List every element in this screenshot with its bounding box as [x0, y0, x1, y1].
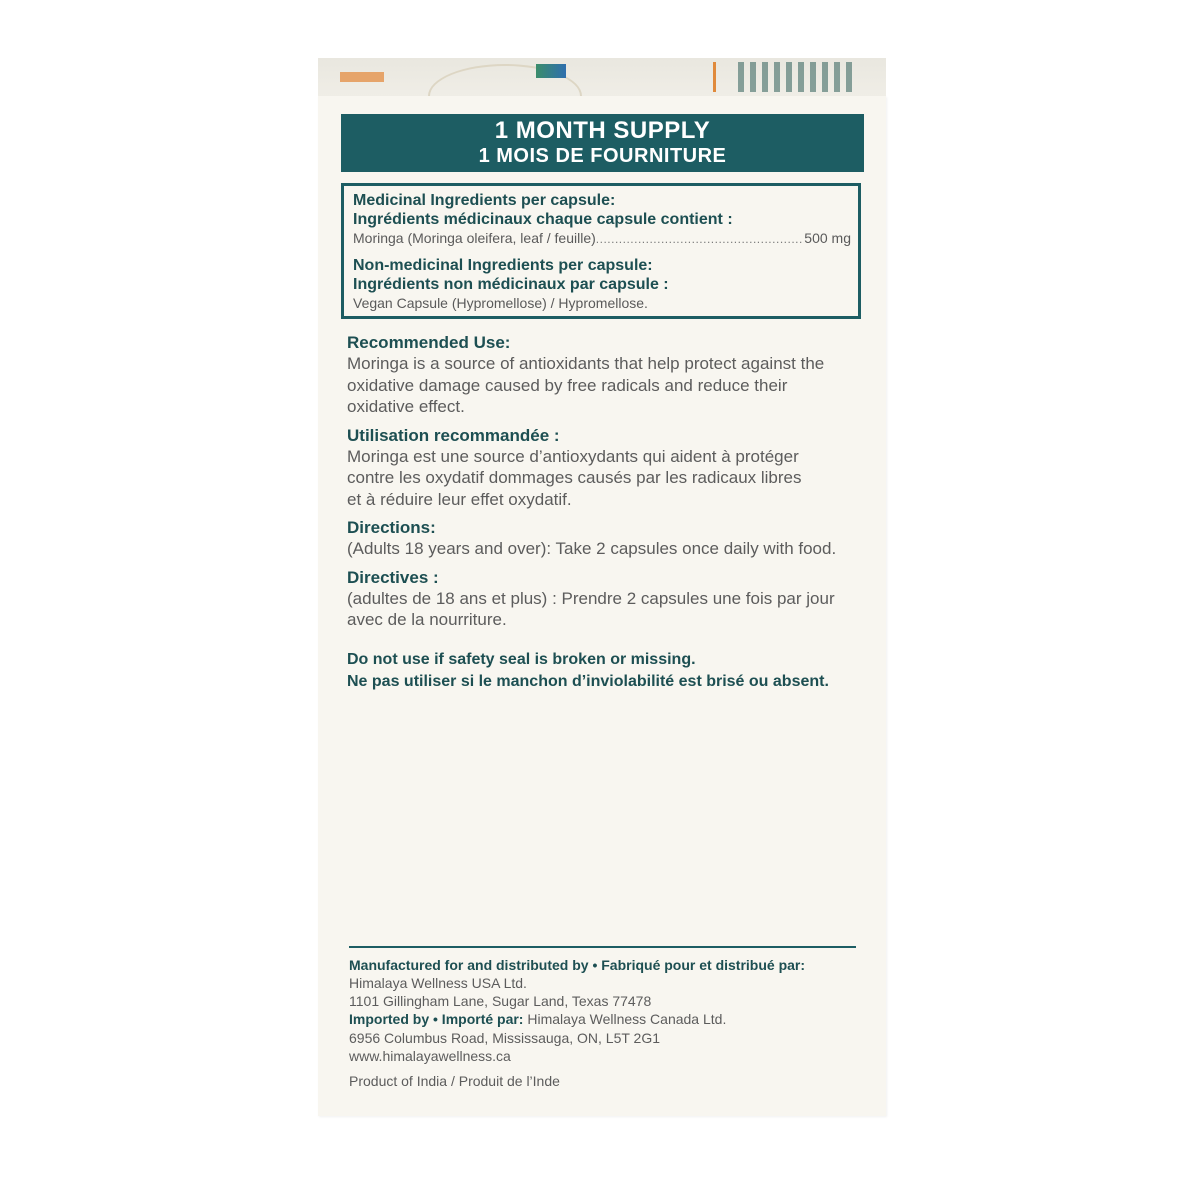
supply-title-fr: 1 MOIS DE FOURNITURE [478, 145, 727, 167]
ingredients-panel [341, 183, 861, 319]
non-medicinal-ingredient: Vegan Capsule (Hypromellose) / Hypromellose. [353, 295, 648, 311]
manufacturer-name: Himalaya Wellness USA Ltd. [349, 975, 527, 991]
importer-name: Himalaya Wellness Canada Ltd. [523, 1011, 727, 1027]
medicinal-ingredient-row [353, 229, 851, 248]
supply-banner [341, 114, 864, 172]
box-top-badge-icon [536, 64, 566, 78]
utilisation-line: contre les oxydatif dommages causés par les radicaux libres [347, 468, 802, 487]
recommended-use-line: Moringa is a source of antioxidants that help protect against the [347, 354, 825, 373]
importer-address: 6956 Columbus Road, Mississauga, ON, L5T 2G1 [349, 1030, 661, 1046]
utilisation-line: Moringa est une source d’antioxydants qui aident à protéger [347, 446, 799, 466]
supply-title-en: 1 MONTH SUPPLY [494, 117, 711, 144]
manufacturer-address: 1101 Gillingham Lane, Sugar Land, Texas 77478 [349, 993, 652, 1009]
manufactured-label: Manufactured for and distributed by • Fabriqué pour et distribué par: [349, 957, 806, 973]
footer-info [349, 956, 869, 1090]
importer-row [349, 1010, 869, 1029]
imported-label: Imported by • Importé par: [349, 1011, 524, 1027]
directives-header: Directives : [347, 567, 439, 587]
utilisation-line: et à réduire leur effet oxydatif. [347, 489, 572, 509]
box-back-panel [318, 96, 886, 1116]
recommended-use-line: oxidative damage caused by free radicals and reduce their [347, 375, 788, 395]
medicinal-ingredient-amount: 500 mg [804, 230, 851, 246]
directives-line: (adultes de 18 ans et plus) : Prendre 2 capsules une fois par jour [347, 588, 835, 608]
medicinal-ingredient-name: Moringa (Moringa oleifera, leaf / feuille) [353, 230, 596, 246]
safety-warning-fr: Ne pas utiliser si le manchon d’inviolabilité est brisé ou absent. [347, 672, 829, 690]
recommended-use-header: Recommended Use: [347, 333, 511, 352]
box-top-logo-graphic [738, 62, 858, 92]
medicinal-header-fr: Ingrédients médicinaux chaque capsule contient : [353, 211, 733, 228]
medicinal-header-en: Medicinal Ingredients per capsule: [353, 192, 616, 209]
directions-header: Directions: [347, 518, 436, 537]
box-top-face [318, 58, 886, 98]
box-top-orange-line [713, 62, 716, 92]
label-content [347, 332, 867, 693]
website-text: www.himalayawellness.ca [349, 1048, 511, 1064]
directives-line: avec de la nourriture. [347, 610, 507, 629]
non-medicinal-header-fr: Ingrédients non médicinaux par capsule : [353, 276, 669, 293]
product-origin: Product of India / Produit de l’Inde [349, 1073, 560, 1089]
leader-dots [596, 230, 805, 248]
footer-divider [349, 946, 856, 948]
recommended-use-line: oxidative effect. [347, 397, 465, 416]
directions-line: (Adults 18 years and over): Take 2 capsules once daily with food. [347, 539, 837, 558]
utilisation-header: Utilisation recommandée : [347, 425, 560, 445]
safety-warning-en: Do not use if safety seal is broken or missing. [347, 650, 696, 668]
non-medicinal-header-en: Non-medicinal Ingredients per capsule: [353, 257, 653, 274]
box-top-orange-accent [340, 72, 384, 82]
